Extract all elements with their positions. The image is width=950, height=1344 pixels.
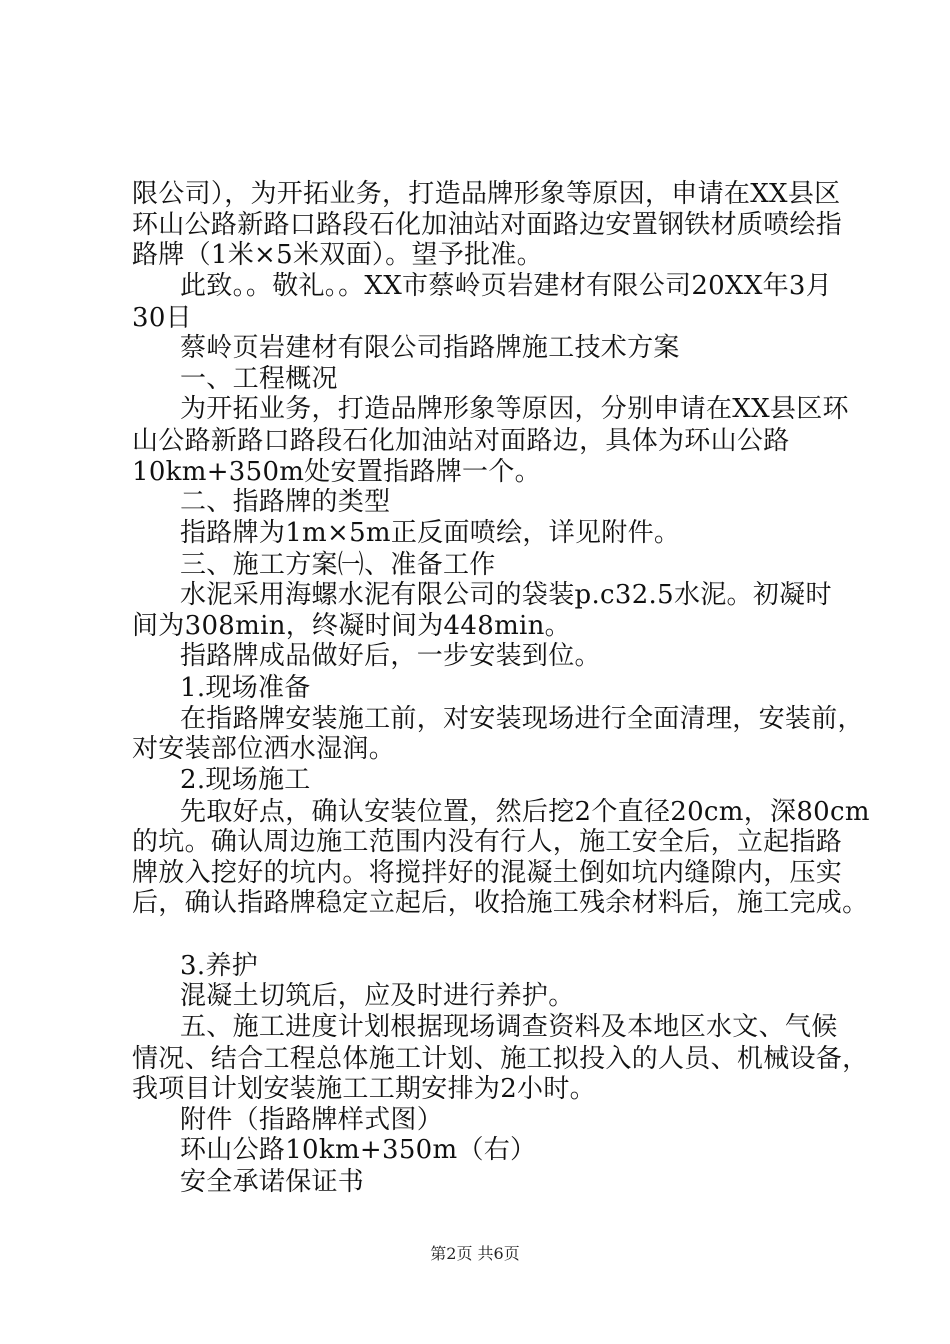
text-line: 30日	[132, 303, 192, 333]
text-line: 情况、结合工程总体施工计划、施工拟投入的人员、机械设备，	[132, 1044, 869, 1074]
text-line: 间为308min，终凝时间为448min。	[132, 611, 571, 641]
text-line: 我项目计划安装施工工期安排为2小时。	[132, 1074, 596, 1104]
text-line: 五、施工进度计划根据现场调查资料及本地区水文、气候	[180, 1012, 838, 1042]
text-line: 水泥采用海螺水泥有限公司的袋装p.c32.5水泥。初凝时	[180, 580, 832, 610]
section-heading: 三、施工方案㈠、准备工作	[180, 550, 496, 580]
subsection-heading: 3.养护	[180, 951, 259, 981]
text-line: 指路牌为1m×5m正反面喷绘，详见附件。	[180, 518, 681, 548]
text-line: 后，确认指路牌稳定立起后，收拾施工残余材料后，施工完成。	[132, 888, 869, 918]
text-line: 附件（指路牌样式图）	[180, 1105, 444, 1135]
text-line: 先取好点，确认安装位置，然后挖2个直径20cm，深80cm	[180, 797, 870, 827]
page-number-footer: 第2页 共6页	[430, 1244, 520, 1263]
text-line: 山公路新路口路段石化加油站对面路边，具体为环山公路	[132, 426, 790, 456]
text-line: 指路牌成品做好后，一步安装到位。	[180, 641, 601, 671]
section-heading: 一、工程概况	[180, 364, 338, 394]
text-line: 环山公路新路口路段石化加油站对面路边安置钢铁材质喷绘指	[132, 210, 843, 240]
subsection-heading: 1.现场准备	[180, 673, 311, 703]
document-heading: 蔡岭页岩建材有限公司指路牌施工技术方案	[180, 333, 680, 363]
text-line: 为开拓业务，打造品牌形象等原因，分别申请在XX县区环	[180, 394, 849, 424]
text-line: 10km+350m处安置指路牌一个。	[132, 457, 541, 487]
text-line: 路牌（1米×5米双面）。望予批准。	[132, 240, 543, 270]
section-heading: 二、指路牌的类型	[180, 487, 391, 517]
text-line: 安全承诺保证书	[180, 1167, 365, 1197]
text-line: 混凝土切筑后，应及时进行养护。	[180, 981, 575, 1011]
text-line: 此致。。敬礼。。XX市蔡岭页岩建材有限公司20XX年3月	[180, 271, 833, 301]
text-line: 在指路牌安装施工前，对安装现场进行全面清理，安装前，	[180, 704, 864, 734]
subsection-heading: 2.现场施工	[180, 765, 311, 795]
text-line: 对安装部位洒水湿润。	[132, 734, 396, 764]
text-line: 牌放入挖好的坑内。将搅拌好的混凝土倒如坑内缝隙内，压实	[132, 858, 843, 888]
text-line: 的坑。确认周边施工范围内没有行人，施工安全后，立起指路	[132, 827, 843, 857]
text-line: 环山公路10km+350m（右）	[180, 1135, 537, 1165]
text-line: 限公司），为开拓业务，打造品牌形象等原因，申请在XX县区	[132, 179, 841, 209]
